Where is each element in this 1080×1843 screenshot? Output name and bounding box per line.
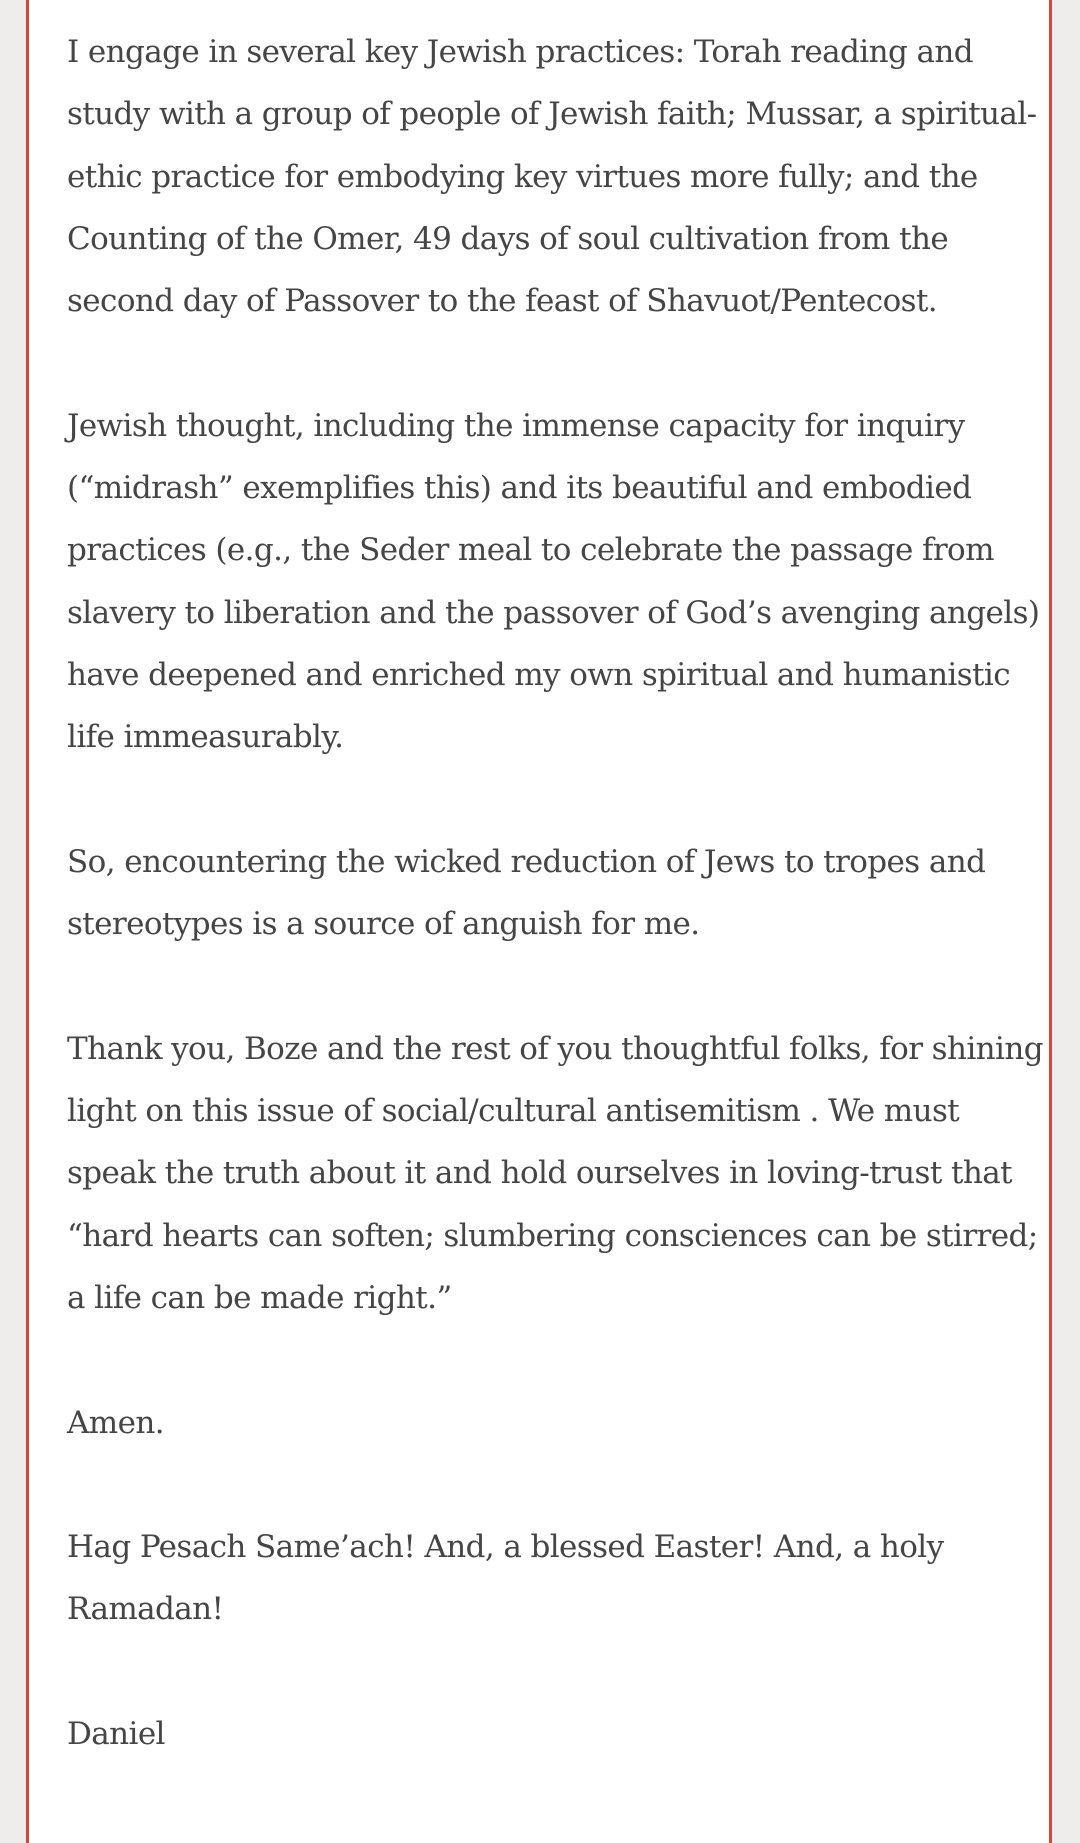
comment-body [67, 21, 1047, 1828]
comment-paragraph-greetings: Hag Pesach Same’ach! And, a blessed Easter! And, a holy Ramadan! [67, 1529, 944, 1628]
comment-paragraph-amen: Amen. [67, 1404, 164, 1441]
comment-card [26, 0, 1052, 1843]
comment-paragraph-jewish-thought: Jewish thought, including the immense capacity for inquiry (“midrash” exemplifies this) and its beautiful and embodied practices (e.g., the Seder meal to celebrate the passage from slavery to liberation and the passover of God’s avenging angels) have deepened and enriched my own spiritual and humanistic life immeasurably. [67, 407, 1040, 756]
comment-signature: Daniel [67, 1716, 165, 1753]
comment-paragraph-practices: I engage in several key Jewish practices: Torah reading and study with a group of people of Jewish faith; Mussar, a spiritual-ethic practice for embodying key virtues more fully; and the Counting of the Omer, 49 days of soul cultivation from the second day of Passover to the feast of Shavuot/Pentecost. [67, 34, 1037, 320]
comment-paragraph-thanks: Thank you, Boze and the rest of you thoughtful folks, for shining light on this issue of social/cultural antisemitism . We must speak the truth about it and hold ourselves in loving-trust that “hard hearts can soften; slumbering consciences can be stirred; a life can be made right.” [67, 1030, 1043, 1316]
comment-paragraph-anguish: So, encountering the wicked reduction of Jews to tropes and stereotypes is a source of anguish for me. [67, 843, 986, 943]
